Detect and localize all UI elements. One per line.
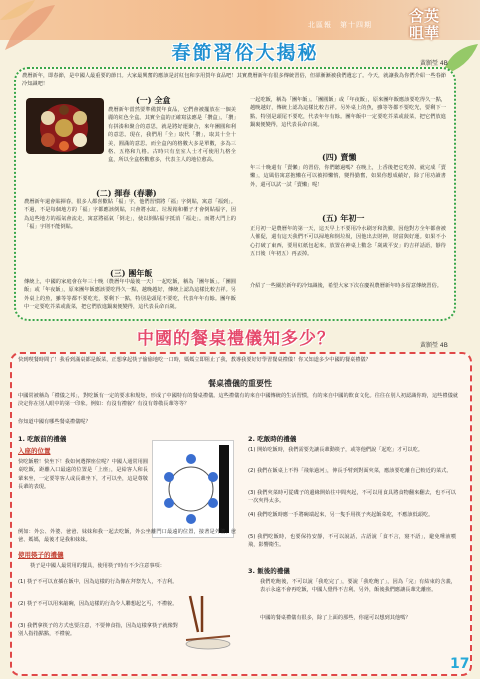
column-logo (400, 8, 448, 42)
section-text: 農曆新年還會貼揮春，很多人都喜歡貼「福」字，他們習慣將「福」字倒貼，寓意「福到」。不過，不是每個地方的「福」字都應該倒貼，只會將水缸、垃圾箱和櫃子才會倒貼福字，因為這些地方的福氣會流走，寓意將福氣「倒走」，使以倒貼福字抵消「福走」。而將大門上的「福」字則不能倒貼。 (24, 199, 236, 231)
section-text: 正月初一是農曆年的第一天，這天早上不要用冷水刷牙和洗臉，因他對方全年都會被人催促，還有這天我們不可以掃地和倒垃圾，因他出去財神，財富與好運。如果不小心打破了東西，要用紅紙包起來，放置在神桌上數念「歲歲平安」的吉祥話語，靜待五日後（年初五）再丟掉。 (250, 226, 446, 258)
section-text: 一起吃飯，稱為「團年飯」。「團圓飯」或「年夜飯」，原來團年飯應該要吃得久一點，越晚越好，傳統上認為這樣比較吉祥。另外桌上的魚，雖等等都不要吃光，要剩下一點，特別是頭尾不要吃，代表年年有餘。團年飯中一定要吃芥菜或菠菜，把它們放進鍋裏便變得，這代表長命百歲。 (250, 97, 446, 129)
list-item: (1) 開始吃飯時，我們需要先讓長輩動筷子，或等他們說「起吃」才可以吃。 (248, 447, 423, 453)
section-text: 年三十晚還有「賣懶」的習俗，你們聽過嗎？在晚上，上香後把它吃掉，就完成「賣懶」，這風俗寓意抱懶在可以被掉懶惰，變得勤奮，如果你想成績好，除了用功讀書外，還可以試一試「賣懶」呢！ (250, 165, 446, 188)
section-title: (二) 揮春 (春聯) (96, 188, 157, 198)
list-item: (2) 筷子不可以用來敲碗，因為這樣的行為令人聯想起乞丐，不禮貌。 (18, 601, 178, 607)
logo-line-2: 咀華 (408, 24, 439, 42)
section-text: 介紹了一些關於新年的冷知識後，希望大家下次在慶祝農曆新年時多留意傳統習俗。 (250, 283, 442, 289)
round-table-icon (153, 441, 233, 537)
subsection-text: 中國的餐桌禮儀有很多，除了上面的那些，你還可以想到其他嗎？ (260, 615, 411, 621)
issue-label: 北區報 第十四期 (308, 21, 372, 29)
chopsticks-image (180, 592, 236, 652)
subsection-title: 3. 飯後的禮儀 (248, 567, 290, 575)
subsection-title: 1. 吃飯前的禮儀 (18, 435, 67, 443)
list-item: (3) 我們夾菜時可從碟子的邊緣開始往中間夾起，不可以用食具將食物翻來翻去，也不可以一次夾得太多。 (248, 490, 456, 505)
article1-author: 黃顥瑩 4B (420, 60, 448, 67)
importance-question: 你知道中國有哪些餐桌禮儀呢？ (18, 419, 91, 425)
list-item: (5) 我們吃飯時，也要保持安靜，不可以說話，古語說「食不言，寢不語」，避免唾液噴飛，影響衛生。 (248, 534, 456, 549)
section-text: 傳統上，中國的家庭會在年三十晚（農曆年中最後一天）一起吃飯，稱為「團年飯」。「團圓飯」或「年夜飯」，原來團年飯應該要吃得久一點，越晚越好，傳統上認為這樣比較吉祥。另外桌上的魚，雖等等都不要吃光，要剩下一點，特別是頭尾不要吃，代表年年有餘。團年飯中一定要吃芥菜或菠菜，把它們放進鍋裏便變得，這代表長命百歲。 (24, 279, 236, 311)
article2-intro: 快到喫餐時間了！我看到滿桌都是飯菜，正想拿起筷子偷偷地吃一口時，媽媽立即阻止了我，教導我要好好學習餐桌禮儀！你又知道多少中國的餐桌禮儀？ (18, 357, 371, 363)
seating-diagram (152, 440, 234, 538)
subsection-text: 筷子是中國人最常用的餐具，使用筷子時有不少注意事項： (30, 563, 165, 569)
article2-author: 黃顥瑩 4B (420, 342, 448, 349)
section-text: 農曆新年當然要準備賀年食品，它們會被擺放在一個美麗的紅色全盒。其實全盒的正確寫法應是「攢盒」。「攢」有拼湊和聚合的意思，就是將好運聚合，來年團圓和利的意思。現在，我們用「全」取代「攢」，取其十全十美，圓滿的意思。而全盒內的格數大多是單數，多為三格、五格和九格。古時只有皇室人士才可使用九格全盒，所以全盒格數愈多，代表主人的地位愈高。 (108, 107, 236, 164)
subsection-text: 我們吃飽後，不可以說「我吃完了」，要說「我吃飽了」，因為「完」有結束的含義，表示永遠不會再吃飯，中國人覺得不吉利。另外，飯後我們應讓長輩先離座。 (260, 579, 456, 594)
candy-box-image (26, 98, 104, 154)
list-item: (2) 我們在飯桌上不得「飛象過河」，伸長手臂到對面夾菜，應該要吃離自己較近的菜式。 (248, 468, 452, 474)
list-item: (3) 我們拿筷子的方式也要注意，不要伸食指，因為這樣拿筷子就像對別人指指點點，不禮貌。 (18, 623, 178, 638)
candy-box-icon (26, 98, 104, 154)
list-item: (1) 筷子不可以直插在飯中，因為這樣的行為像在拜祭先人，不吉利。 (18, 579, 178, 585)
importance-heading: 餐桌禮儀的重要性 (208, 378, 272, 388)
subsection-title: 2. 吃飯時的禮儀 (248, 435, 297, 443)
subsection-text: 快吃飯啦！快坐下！我如何選擇座位呢？中國人通常用圓桌吃飯，距離入口最遠的位置是「上座」，是給客人和長輩來坐，一定要等客人或長輩坐下，才可以坐，這是尊敬長輩的表現。 (18, 459, 148, 491)
section-title: (四) 賣懶 (322, 152, 357, 162)
logo-line-1: 含英 (408, 7, 439, 25)
section-title: (三) 團年飯 (110, 268, 153, 278)
section-title: (五) 年初一 (322, 213, 365, 223)
article2-title: 中國的餐桌禮儀知多少？ (137, 329, 335, 349)
article1-title: 春節習俗大揭秘 (171, 42, 319, 64)
article1-intro: 農曆新年，即春節，是中國人最重要的節日。大家最興奮的應該是討紅包和享用賀年食品吧！其實農曆新年有很多傳統習俗，但卻漸漸被我們遺忘了。今天，就讓我為你們介紹一些春節冷知識吧！ (22, 73, 446, 88)
list-item: (4) 我們吃飯時應一手將碗端起來，另一隻手用筷子夾起飯菜吃，不應該低頭吃。 (248, 512, 434, 518)
importance-text: 中國常被稱為「禮儀之邦」，對吃飯有一定的要求和規矩，形成了中國特有的餐桌禮儀。這些禮儀有的來自中國傳統的生活習慣，有的來自中國的飲食文化。往往在別人初認識你時，這些禮儀就決定你在別人眼中的第一印象。例如：有沒有禮貌？有沒有尊敬長輩等等？ (18, 393, 458, 408)
subsection-subtitle: 使用筷子的禮儀 (18, 551, 64, 559)
section-title: (一) 全盒 (136, 95, 171, 105)
page-number: 17 (450, 656, 470, 672)
subsection-text: 例如：外公、外婆、爸爸、妹妹和我一起去吃飯，外公坐離門口最遠的位置，接著是外婆、爸爸、媽媽，最後才是我和妹妹。 (18, 529, 236, 544)
subsection-subtitle: 入座的位置 (18, 447, 51, 455)
leaf-decoration-icon (0, 0, 60, 60)
